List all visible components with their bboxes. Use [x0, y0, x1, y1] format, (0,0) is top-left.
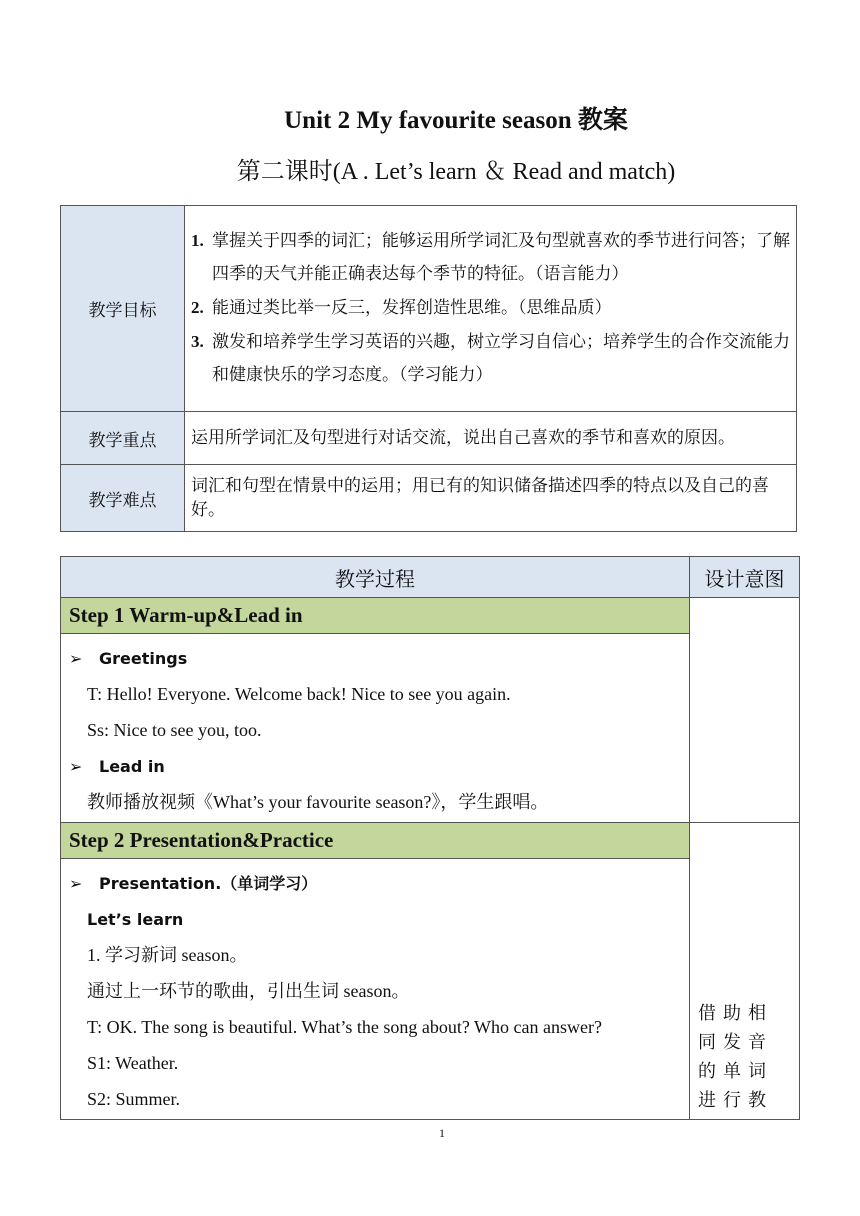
objectives-table: [60, 205, 797, 532]
step1-content: [61, 634, 690, 823]
lesson-line: T: OK. The song is beautiful. What’s the song about? Who can answer?: [87, 1017, 602, 1037]
document-title: Unit 2 My favourite season 教案: [284, 107, 628, 134]
goal-item: 2. 能通过类比举一反三，发挥创造性思维。（思维品质）: [191, 297, 612, 318]
step1-intent-cell: [690, 598, 800, 823]
goals-cell: [185, 206, 797, 412]
process-header: 教学过程: [61, 557, 690, 598]
goal-item: 1. 掌握关于四季的词汇；能够运用所学词汇及句型就喜欢的季节进行问答；了解四季的天气并能正确表达每个季节的特征。（语言能力）: [191, 230, 790, 284]
key-points-text: 运用所学词汇及句型进行对话交流，说出自己喜欢的季节和喜欢的原因。: [185, 412, 797, 465]
step2-content: [61, 859, 690, 1120]
arrow-bullet-icon: ➢: [69, 874, 83, 893]
intent-header: 设计意图: [690, 557, 800, 598]
page-number: 1: [439, 1126, 445, 1140]
goals-label: 教学目标: [61, 206, 185, 412]
goal-item: 3. 激发和培养学生学习英语的兴趣，树立学习自信心；培养学生的合作交流能力和健康快乐的学习态度。（学习能力）: [191, 331, 790, 385]
arrow-bullet-icon: ➢: [69, 649, 83, 668]
lesson-line: 通过上一环节的歌曲，引出生词 season。: [87, 981, 410, 1001]
process-table: [60, 556, 800, 1120]
step2-title: Step 2 Presentation&Practice: [61, 823, 690, 859]
step2-intent-text: 借助相同发音的单词进行教: [690, 823, 800, 1120]
key-points-label: 教学重点: [61, 412, 185, 465]
arrow-bullet-icon: ➢: [69, 757, 83, 776]
dialogue-line: T: Hello! Everyone. Welcome back! Nice to see you again.: [87, 684, 511, 704]
difficulties-text: 词汇和句型在情景中的运用；用已有的知识储备描述四季的特点以及自己的喜好。: [185, 465, 797, 532]
greetings-heading: ➢ Greetings: [69, 640, 683, 676]
lesson-line: S1: Weather.: [87, 1053, 179, 1073]
leadin-line: 教师播放视频《What’s your favourite season?》，学生跟唱。: [87, 792, 549, 812]
leadin-heading: ➢ Lead in: [69, 748, 683, 784]
presentation-heading: ➢ Presentation.（单词学习）: [69, 865, 683, 901]
document-subtitle: 第二课时(A . Let’s learn ＆ Read and match): [236, 159, 676, 185]
lets-learn-heading: Let’s learn: [87, 910, 184, 929]
lesson-line: S2: Summer.: [87, 1089, 181, 1109]
dialogue-line: Ss: Nice to see you, too.: [87, 720, 262, 740]
step1-title: Step 1 Warm-up&Lead in: [61, 598, 690, 634]
lesson-line: 1. 学习新词 season。: [87, 945, 248, 965]
difficulties-label: 教学难点: [61, 465, 185, 532]
